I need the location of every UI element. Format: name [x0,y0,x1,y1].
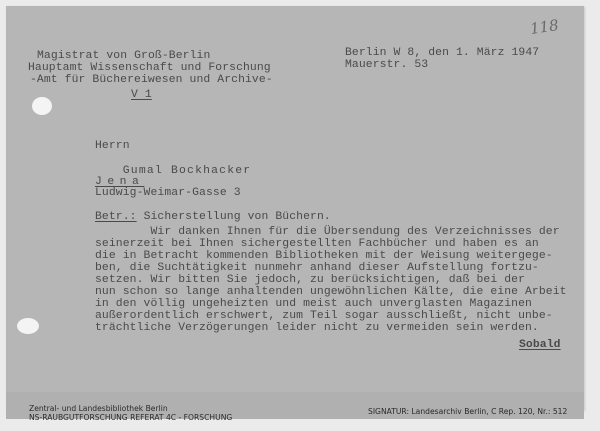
body-line: in den völlig ungeheizten und meist auch unverglasten Magazinen [95,298,532,310]
punch-hole-top [32,97,52,115]
footer-signature-ref: SIGNATUR: Landesarchiv Berlin, C Rep. 120, Nr.: 512 [368,407,568,416]
recipient-city: Jena [95,176,145,188]
footer-library-name: Zentral- und Landesbibliothek Berlin [29,404,168,413]
signature: Sobald [519,339,561,351]
body-line: Wir danken Ihnen für die Übersendung des Verzeichnisses der [95,226,560,238]
recipient-street: Ludwig-Weimar-Gasse 3 [95,187,241,199]
letterhead-line-2: Hauptamt Wissenschaft und Forschung [28,62,271,74]
letterhead-line-3: -Amt für Büchereiwesen und Archive- [30,74,273,86]
body-line: seinerzeit bei Ihnen sichergestellten Fachbücher und haben es an [95,238,539,250]
punch-hole-bottom [17,318,39,334]
place-date: Berlin W 8, den 1. März 1947 [345,47,540,59]
recipient-salutation: Herrn [95,140,130,152]
letterhead-line-1: Magistrat von Groß-Berlin [37,50,211,62]
subject-line [95,211,331,224]
footer-department: NS-RAUBGUTFORSCHUNG REFERAT 4C - FORSCHUNG [29,413,233,422]
sender-street: Mauerstr. 53 [345,59,429,71]
folio-number: 118 [528,16,560,38]
body-line: außerordentlich erschwert, zum Teil sogar ausschließt, nicht unbe- [95,310,553,322]
body-line: trächtliche Verzögerungen leider nicht zu vermeiden sein werden. [95,322,539,334]
body-line: ben, die Suchtätigkeit nunmehr anhand dieser Aufstellung fortzu- [95,262,539,274]
reference-code: V 1 [131,89,152,101]
body-line: nun schon so lange anhaltenden ungewöhnlichen Kälte, die eine Arbeit [95,286,567,298]
subject-label: Betr.: [95,211,137,223]
recipient-name-text: Gumal Bockhacker [122,164,252,177]
subject-text: Sicherstellung von Büchern. [143,211,331,223]
body-line: die in Betracht kommenden Bibliotheken mit der Weisung weitergege- [95,250,553,262]
body-line: setzen. Wir bitten Sie jedoch, zu berücksichtigen, daß bei der [95,274,526,286]
